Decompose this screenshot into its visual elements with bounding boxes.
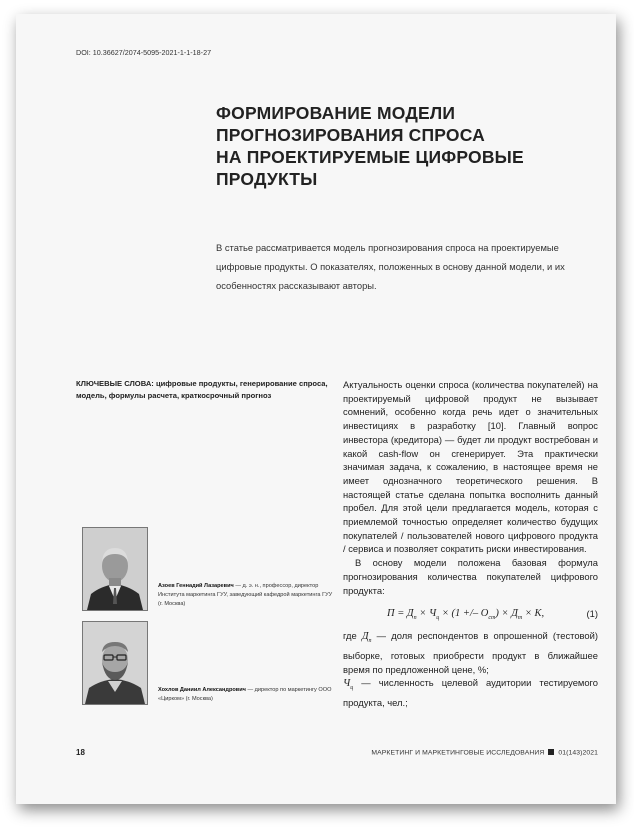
- portrait-icon: [83, 528, 147, 610]
- keywords: КЛЮЧЕВЫЕ СЛОВА: цифровые продукты, генерирование спроса, модель, формулы расчета, краткосрочный прогноз: [76, 379, 328, 400]
- square-separator-icon: [548, 749, 554, 755]
- symbol-chc: $Ч_ц$: [343, 678, 354, 692]
- body-paragraph-2: В основу модели положена базовая формула прогнозирования количества покупателей цифрового продукта:: [343, 557, 598, 596]
- doi: DOI: 10.36627/2074-5095-2021-1-1-18-27: [76, 48, 212, 57]
- formula-number: (1): [586, 608, 598, 620]
- author-photo-azoev: [82, 527, 148, 611]
- formula-1: [343, 601, 598, 627]
- formula-expression: $П = Д_п \times Ч_ц \times (1$ +/– $О_{ст}) \times Д_т \times К$,: [387, 608, 545, 622]
- author-info-khokhlov: [158, 686, 334, 704]
- article-body: [343, 378, 598, 710]
- page-number: 18: [76, 748, 85, 757]
- author-details: — д. э. н., профессор, директор Института маркетинга ГУУ, заведующий кафедрой маркетинга ГУУ (г. Москва): [158, 583, 333, 607]
- author-info-azoev: [158, 582, 334, 609]
- body-paragraph-1: Актуальность оценки спроса (количества покупателей) на проектируемый цифровой продукт не вызывает сомнений, особенно когда речь идет о значительных инвестициях в разработку [10]. Главный вопрос инвестора (кредитора) — будет ли продукт востребован и какой cash-flow он сгенерирует. Эта практически значимая задача, к сожалению, в настоящее время не имеет однозначного теоретического решения. В настоящей статье сделана попытка восполнить данный пробел. Для этой цели предлагается модель, которая с приемлемой точностью определяет количество будущих покупателей / пользователей нового цифрового продукта / сервиса и позволяет сократить риски инвестирования.: [343, 379, 598, 555]
- author-name: Азоев Геннадий Лазаревич: [158, 583, 234, 589]
- journal-page: [16, 14, 616, 804]
- title-line-1: ФОРМИРОВАНИЕ МОДЕЛИ: [216, 103, 456, 123]
- journal-issue: 01(143)2021: [558, 749, 598, 757]
- journal-name: МАРКЕТИНГ И МАРКЕТИНГОВЫЕ ИССЛЕДОВАНИЯ: [371, 749, 545, 757]
- author-details: — директор по маркетингу ООО «Цирком» (г. Москва): [158, 687, 332, 702]
- author-photo-khokhlov: [82, 621, 148, 705]
- definition-chc-text: — численность целевой аудитории тестируемого продукта, чел.;: [343, 677, 598, 709]
- definition-chc: [343, 676, 598, 710]
- journal-footer: [371, 749, 598, 757]
- title-line-2: ПРОГНОЗИРОВАНИЯ СПРОСА: [216, 125, 485, 145]
- definition-dp: [343, 629, 598, 676]
- article-title: [216, 102, 596, 190]
- definition-prefix: где: [343, 630, 362, 642]
- definition-dp-text: — доля респондентов в опрошенной (тестовой) выборке, готовых приобрести продукт в ближайшее время по предложенной цене, %;: [343, 630, 598, 675]
- abstract: В статье рассматривается модель прогнозирования спроса на проектируемые цифровые продукты. О показателях, положенных в основу данной модели, и их особенностях рассказывают авторы.: [216, 242, 565, 291]
- author-name: Хохлов Даниил Александрович: [158, 687, 246, 693]
- symbol-dp: $Д_п$: [361, 631, 372, 645]
- title-line-3: НА ПРОЕКТИРУЕМЫЕ ЦИФРОВЫЕ ПРОДУКТЫ: [216, 147, 524, 189]
- portrait-icon: [83, 622, 147, 704]
